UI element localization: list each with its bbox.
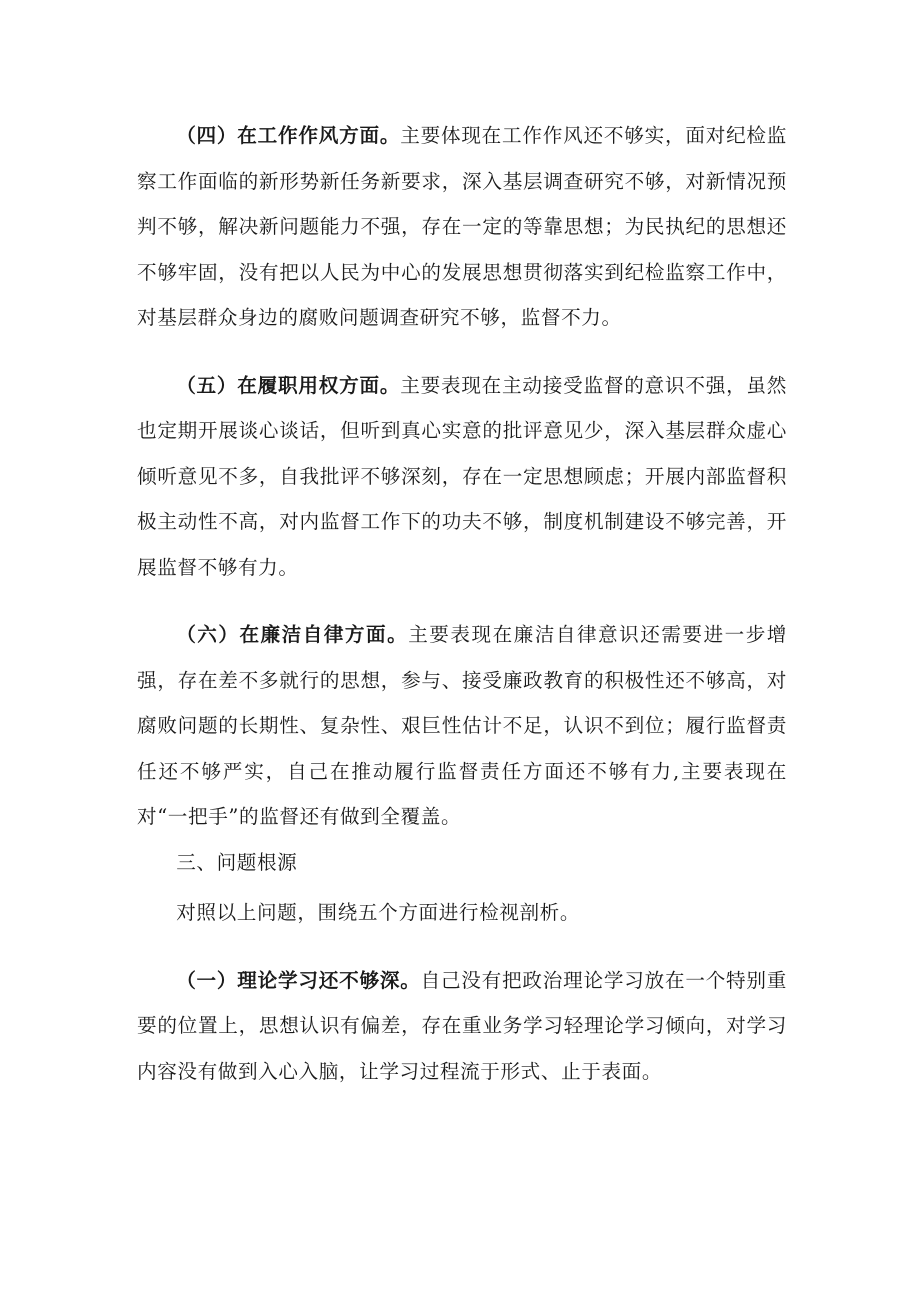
paragraph-lead: （四）在工作作风方面。: [176, 124, 401, 147]
paragraph-body: 主要表现在主动接受监督的意识不强，虽然也定期开展谈心谈话，但听到真心实意的批评意见少，深入基层群众虚心倾听意见不多，自我批评不够深刻，存在一定思想顾虑；开展内部监督积极主动性不高，对内监督工作下的功夫不够，制度机制建设不够完善，开展监督不够有力。: [137, 373, 787, 579]
document-page: [137, 113, 787, 1094]
paragraph-duty-power: [137, 363, 787, 591]
paragraph-body: 自己没有把政治理论学习放在一个特别重要的位置上，思想认识有偏差，存在重业务学习轻理论学习倾向，对学习内容没有做到入心入脑，让学习过程流于形式、止于表面。: [137, 968, 787, 1083]
section-intro: 对照以上问题，围绕五个方面进行检视剖析。: [176, 901, 581, 924]
paragraph-integrity: [137, 612, 787, 840]
paragraph-lead: （五）在履职用权方面。: [176, 373, 401, 397]
paragraph-work-style: [137, 113, 787, 341]
paragraph-theory-study: [137, 958, 787, 1095]
paragraph-lead: （六）在廉洁自律方面。: [176, 623, 409, 646]
section-title: 三、问题根源: [176, 850, 298, 874]
paragraph-body: 主要体现在工作作风还不够实，面对纪检监察工作面临的新形势新任务新要求，深入基层调查研究不够，对新情况预判不够，解决新问题能力不强，存在一定的等靠思想；为民执纪的思想还不够牢固，没有把以人民为中心的发展思想贯彻落实到纪检监察工作中，对基层群众身边的腐败问题调查研究不够，监督不力。: [137, 124, 787, 329]
paragraph-lead: （一）理论学习还不够深。: [176, 968, 421, 992]
paragraph-body: 主要表现在廉洁自律意识还需要进一步增强，存在差不多就行的思想，参与、接受廉政教育的积极性还不够高，对腐败问题的长期性、复杂性、艰巨性估计不足，认识不到位；履行监督责任还不够严实，自己在推动履行监督责任方面还不够有力,主要表现在对“一把手”的监督还有做到全覆盖。: [137, 623, 787, 828]
